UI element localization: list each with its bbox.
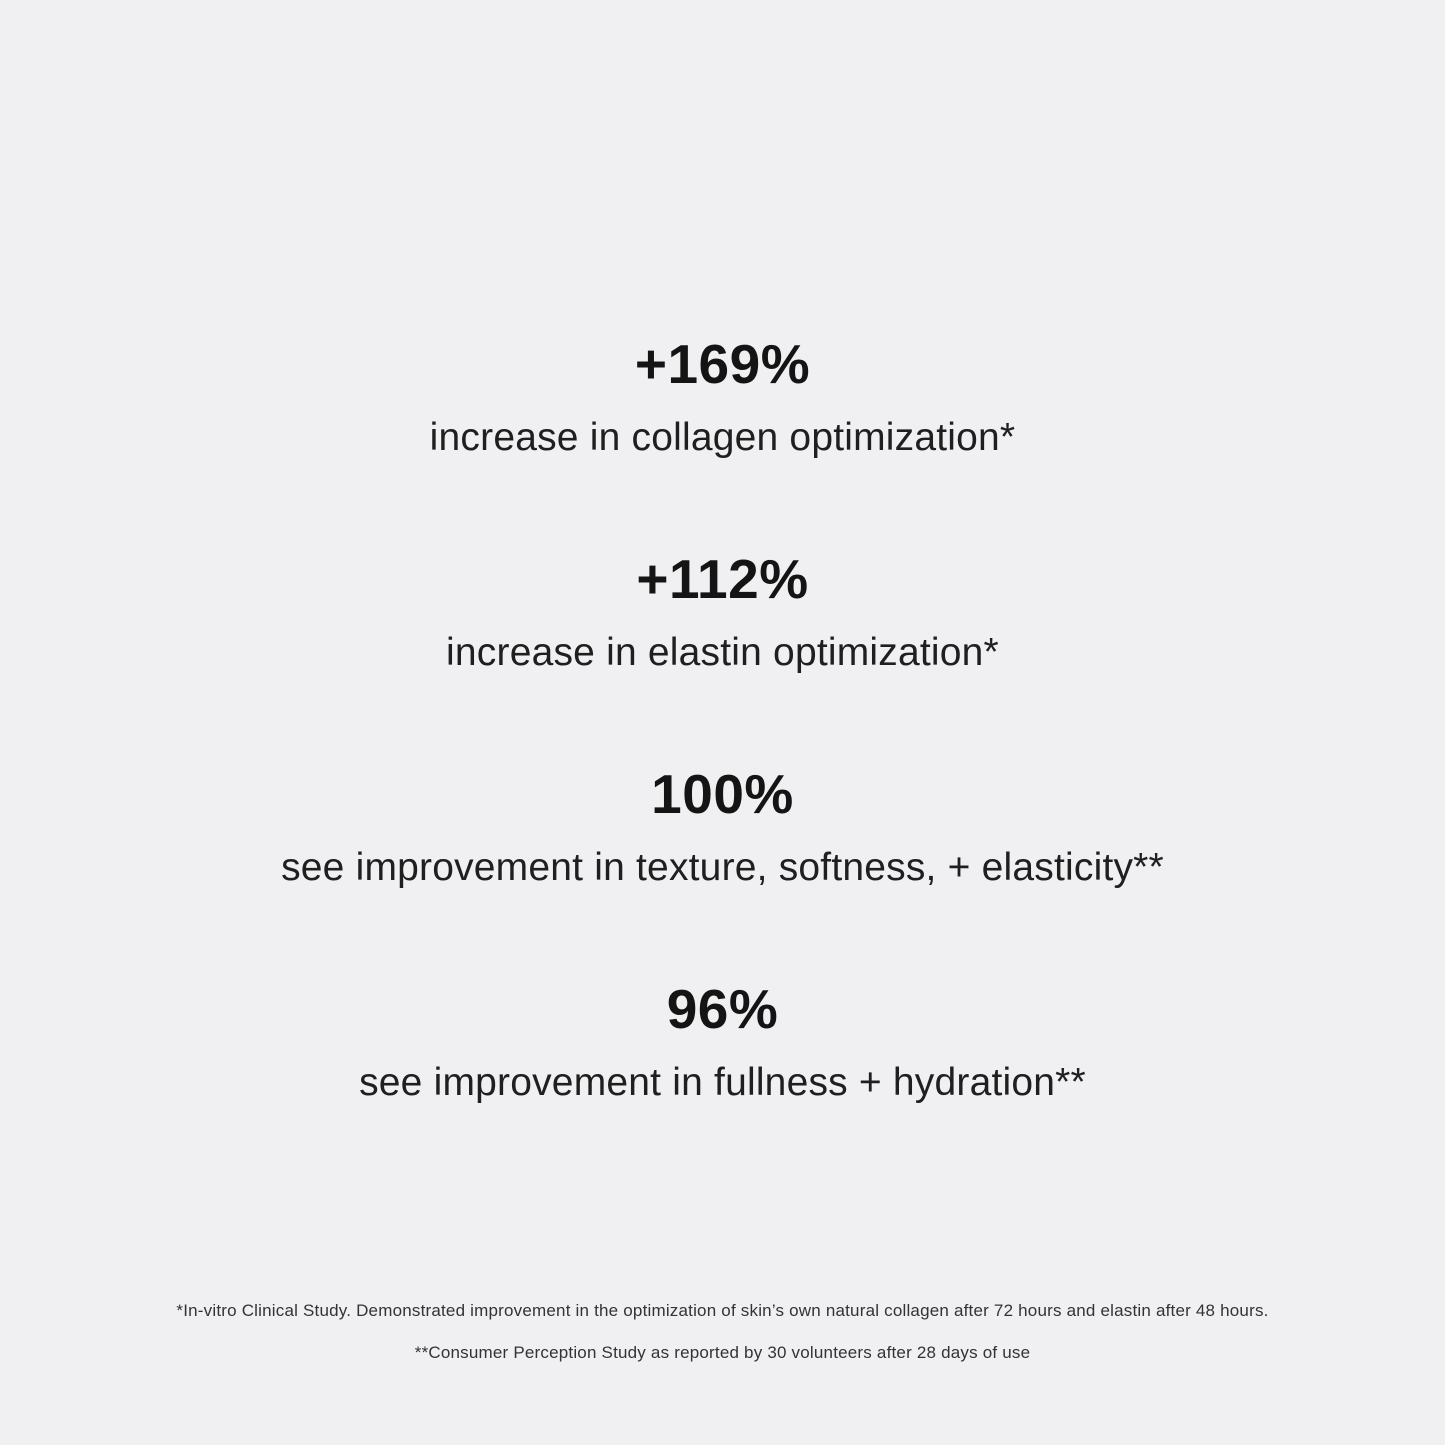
stat-description: see improvement in texture, softness, + elasticity** (281, 846, 1164, 889)
footnote-consumer-study: **Consumer Perception Study as reported by 30 volunteers after 28 days of use (414, 1343, 1031, 1362)
stats-list (0, 333, 1445, 1104)
footnotes (0, 1301, 1445, 1362)
stat-description: see improvement in fullness + hydration** (359, 1061, 1086, 1104)
stat-value: 96% (666, 978, 779, 1040)
footnote-clinical-study: *In-vitro Clinical Study. Demonstrated improvement in the optimization of skin’s own natural collagen after 72 hours and elastin after 48 hours. (176, 1301, 1269, 1320)
stat-item-texture (0, 763, 1445, 889)
stat-item-fullness (0, 978, 1445, 1104)
stat-description: increase in elastin optimization* (446, 631, 999, 674)
stat-item-collagen (0, 333, 1445, 459)
stat-item-elastin (0, 548, 1445, 674)
stat-description: increase in collagen optimization* (429, 416, 1016, 459)
stat-value: +169% (634, 333, 811, 395)
stat-value: +112% (636, 548, 809, 610)
stat-value: 100% (651, 763, 794, 825)
